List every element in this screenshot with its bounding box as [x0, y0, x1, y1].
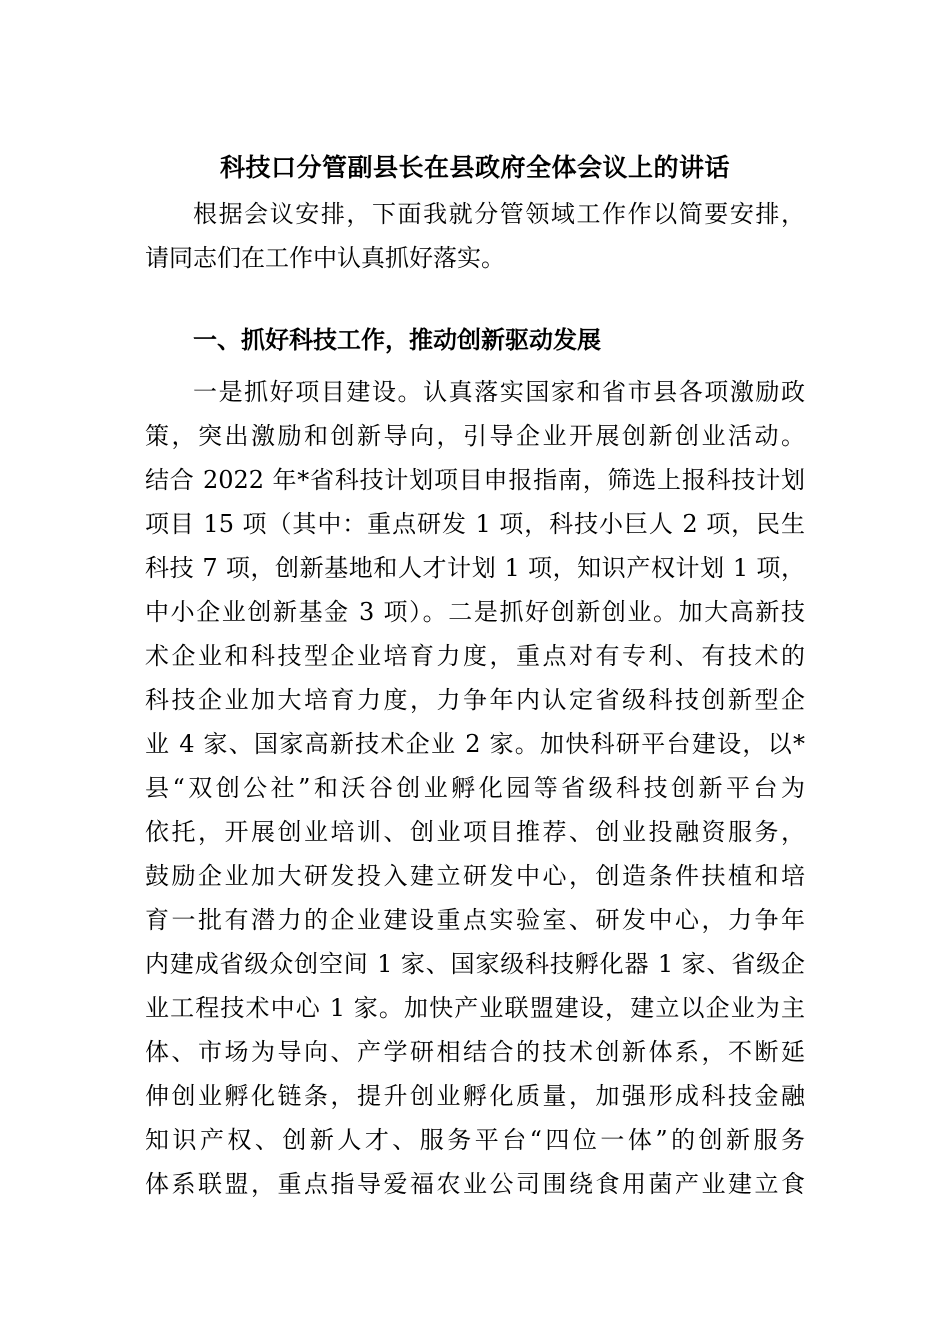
paragraph-line: 中小企业创新基金 3 项）。二是抓好创新创业。加大高新技 — [145, 598, 805, 626]
paragraph-line: 策，突出激励和创新导向，引导企业开展创新创业活动。 — [145, 422, 805, 450]
body-paragraph — [145, 370, 805, 1206]
paragraph-line: 结合 2022 年*省科技计划项目申报指南，筛选上报科技计划 — [145, 466, 805, 494]
paragraph-line: 术企业和科技型企业培育力度，重点对有专利、有技术的 — [145, 642, 805, 670]
intro-line: 根据会议安排，下面我就分管领域工作作以简要安排， — [193, 200, 805, 228]
paragraph-line: 内建成省级众创空间 1 家、国家级科技孵化器 1 家、省级企 — [145, 950, 805, 978]
paragraph-line: 一是抓好项目建设。认真落实国家和省市县各项激励政 — [193, 378, 805, 406]
paragraph-line: 项目 15 项（其中：重点研发 1 项，科技小巨人 2 项，民生 — [145, 510, 805, 538]
paragraph-line: 体、市场为导向、产学研相结合的技术创新体系，不断延 — [145, 1038, 805, 1066]
paragraph-line: 知识产权、创新人才、服务平台“四位一体”的创新服务 — [145, 1126, 805, 1154]
paragraph-line: 伸创业孵化链条，提升创业孵化质量，加强形成科技金融 — [145, 1082, 805, 1110]
document-title: 科技口分管副县长在县政府全体会议上的讲话 — [219, 153, 730, 182]
paragraph-line: 科技 7 项，创新基地和人才计划 1 项，知识产权计划 1 项， — [145, 554, 805, 582]
paragraph-line: 鼓励企业加大研发投入建立研发中心，创造条件扶植和培 — [145, 862, 805, 890]
intro-line: 请同志们在工作中认真抓好落实。 — [145, 244, 505, 272]
paragraph-line: 依托，开展创业培训、创业项目推荐、创业投融资服务， — [145, 818, 805, 846]
paragraph-line: 县“双创公社”和沃谷创业孵化园等省级科技创新平台为 — [145, 774, 805, 802]
paragraph-line: 育一批有潜力的企业建设重点实验室、研发中心，力争年 — [145, 906, 805, 934]
intro-paragraph — [145, 192, 805, 280]
paragraph-line: 业 4 家、国家高新技术企业 2 家。加快科研平台建设，以* — [145, 730, 805, 758]
paragraph-line: 体系联盟，重点指导爱福农业公司围绕食用菌产业建立食 — [145, 1170, 805, 1198]
section-heading: 一、抓好科技工作，推动创新驱动发展 — [193, 326, 601, 354]
paragraph-line: 业工程技术中心 1 家。加快产业联盟建设，建立以企业为主 — [145, 994, 805, 1022]
paragraph-line: 科技企业加大培育力度，力争年内认定省级科技创新型企 — [145, 686, 805, 714]
